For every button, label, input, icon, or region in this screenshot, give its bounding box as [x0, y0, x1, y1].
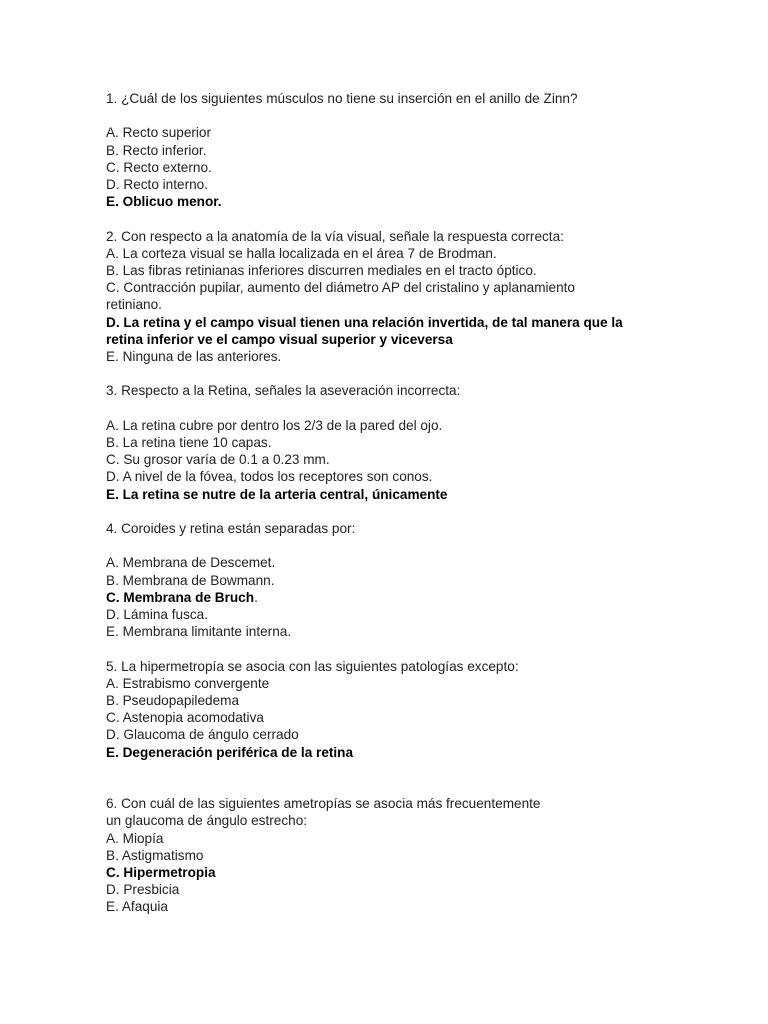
question-1	[106, 90, 686, 210]
question-6-option-d: D. Presbicia	[106, 882, 180, 898]
question-2-option-c-line1: C. Contracción pupilar, aumento del diámetro AP del cristalino y aplanamiento	[106, 280, 575, 296]
question-4-option-b: B. Membrana de Bowmann.	[106, 572, 275, 588]
question-5-option-c: C. Astenopia acomodativa	[106, 710, 264, 726]
question-1-stem: 1. ¿Cuál de los siguientes músculos no tiene su inserción en el anillo de Zinn?	[106, 91, 578, 106]
question-2-stem: 2. Con respecto a la anatomía de la vía visual, señale la respuesta correcta:	[106, 228, 564, 244]
question-2-option-e: E. Ninguna de las anteriores.	[106, 349, 282, 365]
question-4-option-d: D. Lámina fusca.	[106, 607, 208, 622]
question-2	[106, 228, 686, 366]
question-2-option-a: A. La corteza visual se halla localizada en el área 7 de Brodman.	[106, 245, 497, 261]
question-6-stem-line1: 6. Con cuál de las siguientes ametropías se asocia más frecuentemente	[106, 796, 541, 812]
question-1-option-c: C. Recto externo.	[106, 159, 212, 175]
question-5-stem: 5. La hipermetropía se asocia con las siguientes patologías excepto:	[106, 658, 519, 674]
question-6-option-c-correct: C. Hipermetropia	[106, 865, 216, 881]
question-3-option-a: A. La retina cubre por dentro los 2/3 de la pared del ojo.	[106, 417, 443, 433]
question-2-option-c-line2: retiniano.	[106, 297, 162, 313]
question-3-option-e-correct: E. La retina se nutre de la arteria central, únicamente	[106, 486, 448, 502]
question-5-option-b: B. Pseudopapiledema	[106, 693, 240, 708]
question-4-option-e: E. Membrana limitante interna.	[106, 624, 292, 640]
question-1-option-e-correct: E. Oblicuo menor.	[106, 194, 222, 210]
question-1-option-b: B. Recto inferior.	[106, 142, 207, 158]
question-6-option-a: A. Miopía	[106, 830, 164, 846]
question-5	[106, 658, 686, 761]
question-4-option-a: A. Membrana de Descemet.	[106, 555, 276, 571]
question-5-option-e-correct: E. Degeneración periférica de la retina	[106, 744, 354, 760]
question-2-option-b: B. Las fibras retinianas inferiores discurren mediales en el tracto óptico.	[106, 263, 537, 278]
question-4-option-c-correct	[106, 589, 686, 606]
question-1-option-a: A. Recto superior	[106, 125, 212, 141]
question-6-stem-line2: un glaucoma de ángulo estrecho:	[106, 813, 308, 829]
question-1-option-d: D. Recto interno.	[106, 177, 208, 192]
question-3	[106, 382, 686, 502]
question-2-option-d-correct-line1: D. La retina y el campo visual tienen una relación invertida, de tal manera que la	[106, 314, 623, 330]
question-4-stem: 4. Coroides y retina están separadas por:	[106, 521, 356, 536]
question-2-option-d-correct-line2: retina inferior ve el campo visual superior y viceversa	[106, 331, 453, 347]
question-3-option-d: D. A nivel de la fóvea, todos los receptores son conos.	[106, 469, 433, 485]
question-5-option-a: A. Estrabismo convergente	[106, 675, 270, 691]
question-6-option-e: E. Afaquia	[106, 899, 168, 915]
question-6	[106, 795, 686, 915]
question-4	[106, 520, 686, 640]
question-6-option-b: B. Astigmatismo	[106, 847, 204, 863]
question-3-option-c: C. Su grosor varía de 0.1 a 0.23 mm.	[106, 452, 330, 468]
question-5-option-d: D. Glaucoma de ángulo cerrado	[106, 727, 299, 743]
question-4-option-c-period: .	[254, 589, 258, 605]
question-3-option-b: B. La retina tiene 10 capas.	[106, 435, 272, 450]
document-page	[106, 90, 686, 916]
question-4-option-c-bold-text: C. Membrana de Bruch	[106, 589, 255, 605]
question-3-stem: 3. Respecto a la Retina, señales la aseveración incorrecta:	[106, 383, 461, 399]
